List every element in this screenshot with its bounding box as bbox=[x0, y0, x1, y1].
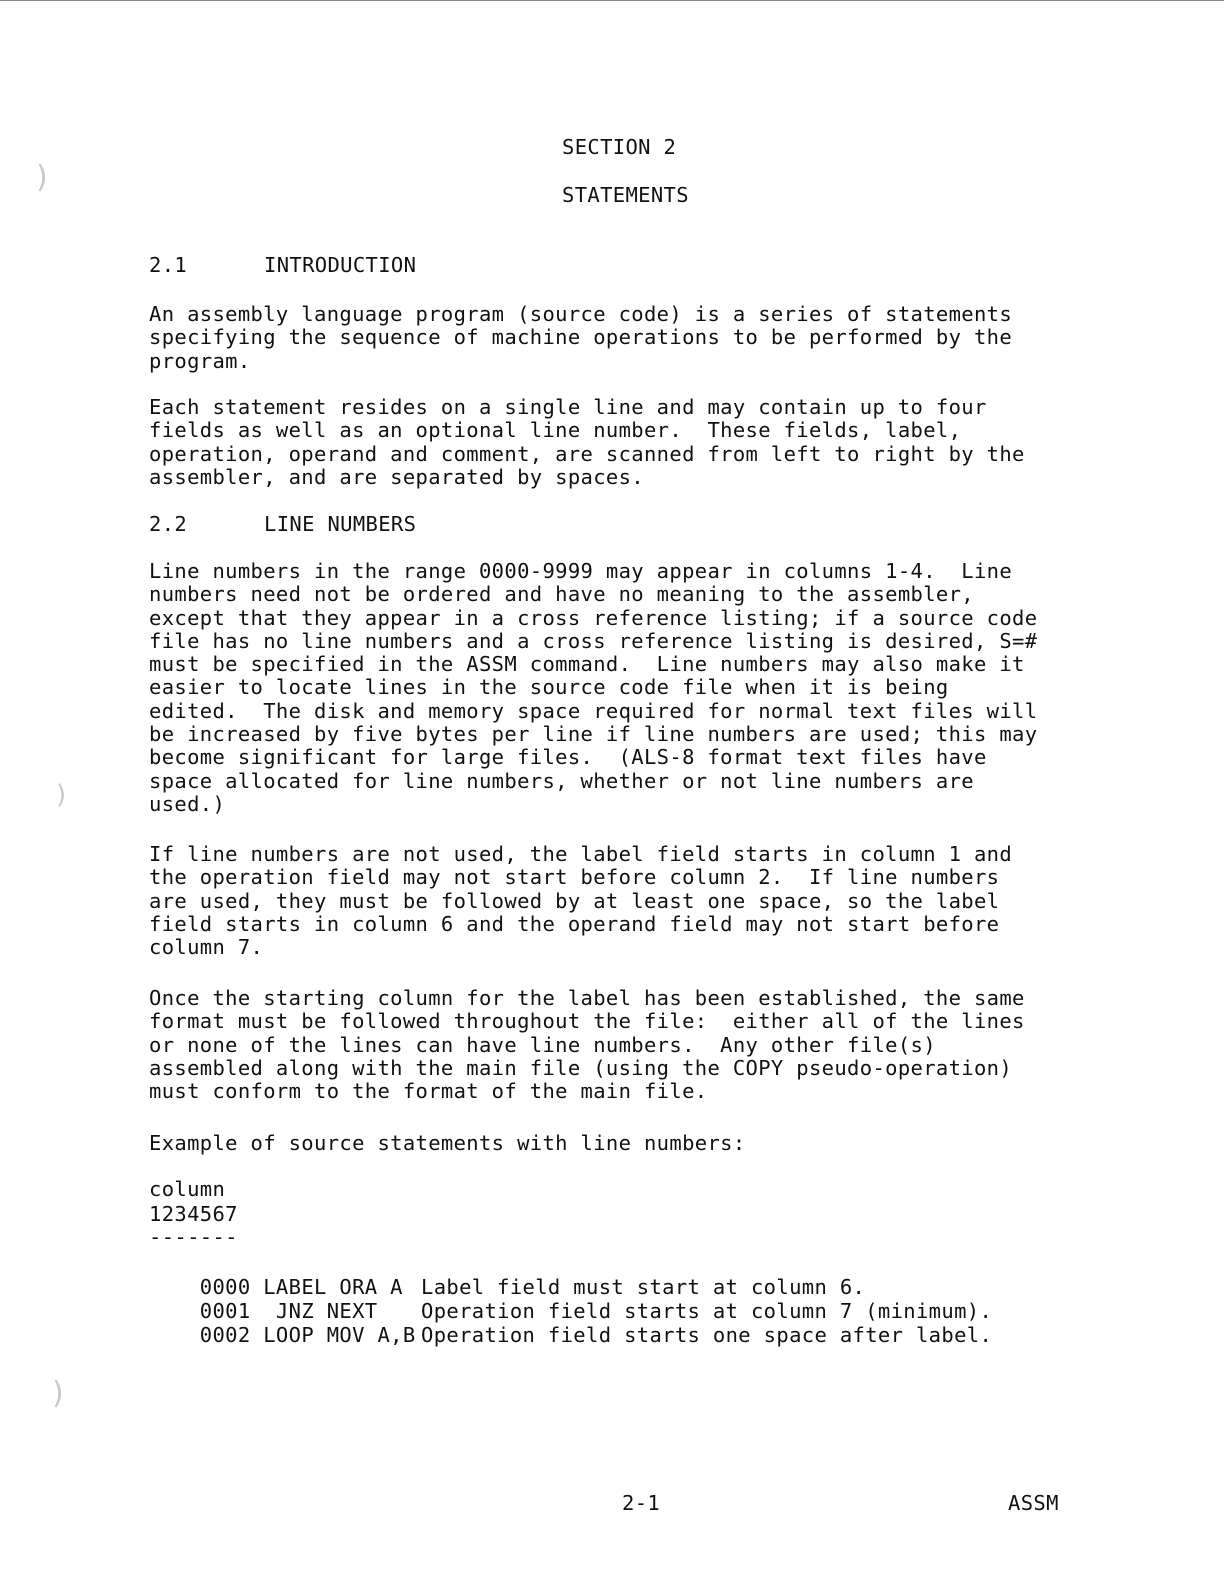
heading-title: LINE NUMBERS bbox=[264, 512, 417, 536]
example-comment: Operation field starts at column 7 (minimum). bbox=[421, 1299, 993, 1324]
section-title: STATEMENTS bbox=[562, 183, 689, 207]
scan-mark: ) bbox=[52, 1376, 64, 1411]
heading-title: INTRODUCTION bbox=[264, 253, 417, 277]
paragraph-line-numbers-3: Once the starting column for the label has been established, the same format must be followed throughout the file: either all of the lines or none of the lines can have line numbers. Any other file(s) assembled along with the main file (using the COPY pseudo-operation) must conform to the format of the main file. bbox=[149, 986, 1025, 1104]
column-ruler-dashes: ------- bbox=[149, 1225, 238, 1249]
heading-number: 2.2 bbox=[149, 512, 188, 536]
paragraph-line-numbers-1: Line numbers in the range 0000-9999 may appear in columns 1-4. Line numbers need not be ordered and have no meaning to the assembler, except that they appear in a cross reference listing; if a source code file has no line numbers and a cross reference listing is desired, S=# must be specified in the ASSM command. Line numbers may also make it easier to locate lines in the source code file when it is being edited. The disk and memory space required for normal text files will be increased by five bytes per line if line numbers are used; this may become significant for large files. (ALS-8 format text files have space allocated for line numbers, whether or not line numbers are used.) bbox=[149, 559, 1038, 816]
page-number: 2-1 bbox=[622, 1491, 661, 1515]
example-comment: Label field must start at column 6. bbox=[421, 1275, 866, 1300]
example-code: 0002 LOOP MOV A,B bbox=[199, 1323, 416, 1348]
scan-mark: ) bbox=[36, 160, 48, 195]
example-code: 0000 LABEL ORA A bbox=[199, 1275, 403, 1300]
column-ruler-digits: 1234567 bbox=[149, 1202, 238, 1226]
paragraph-intro-1: An assembly language program (source code) is a series of statements specifying the sequence of machine operations to be performed by the program. bbox=[149, 302, 1013, 373]
example-intro: Example of source statements with line numbers: bbox=[149, 1131, 746, 1155]
example-code: 0001 JNZ NEXT bbox=[199, 1299, 378, 1324]
heading-number: 2.1 bbox=[149, 253, 188, 277]
section-label: SECTION 2 bbox=[562, 135, 677, 159]
scan-mark: ) bbox=[56, 780, 67, 810]
column-ruler-label: column bbox=[149, 1177, 226, 1201]
example-row bbox=[149, 1301, 1149, 1371]
heading-introduction bbox=[149, 254, 416, 277]
top-edge-rule bbox=[0, 0, 1224, 1]
paragraph-line-numbers-2: If line numbers are not used, the label field starts in column 1 and the operation field may not start before column 2. If line numbers are used, they must be followed by at least one space, so the label field starts in column 6 and the operand field may not start before column 7. bbox=[149, 842, 1013, 960]
document-id: ASSM bbox=[1008, 1491, 1059, 1515]
example-comment: Operation field starts one space after label. bbox=[421, 1323, 993, 1348]
paragraph-intro-2: Each statement resides on a single line and may contain up to four fields as well as an optional line number. These fields, label, operation, operand and comment, are scanned from left to right by the assembler, and are separated by spaces. bbox=[149, 395, 1025, 489]
heading-line-numbers bbox=[149, 513, 416, 536]
